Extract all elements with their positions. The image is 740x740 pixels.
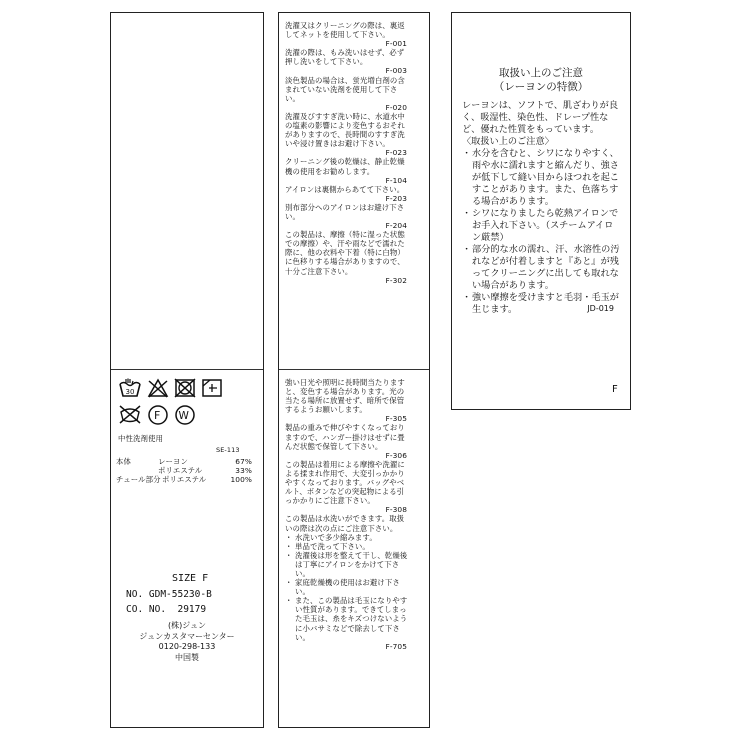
label-letter: F [612,384,618,395]
customer-center: ジュンカスタマーセンター [139,631,235,641]
wash-hand-30-icon [118,378,142,398]
list-item: ・ 水分を含むと、シワになりやすく、雨や水に濡れますと縮んだり、強さが低下して縫い目からほつれを起こすことがあります。また、色落ちする場合があります。 [462,148,620,208]
washing-notes-list [285,533,411,642]
composition-row: 本体 レーヨン 67% [116,457,252,466]
list-item: ・ 洗濯後は形を整えて干し、乾燥後は丁寧にアイロンをかけて下さい。 [285,551,411,578]
list-item: ・ 部分的な水の濡れ、汗、水溶性の汚れなどが付着しますと『あと』が残ってクリーニングに出しても取れない場合があります。 [462,244,620,292]
care-paragraph: 淡色製品の場合は、蛍光増白剤の含まれていない洗剤を使用して下さい。 F-020 [285,75,407,112]
rayon-caution-list [458,148,624,316]
care-paragraph: 強い日光や照明に長時間当たりますと、変色する場合があります。光の当たる場所に放置せず、暗所で保管するようお願いします。 F-305 [285,378,407,424]
label-code: SE-113 [216,446,240,454]
list-code: F-705 [385,641,407,651]
fold-line [111,369,263,370]
care-paragraph: アイロンは裏側からあてて下さい。 F-203 [285,184,407,203]
composition-row: ポリエステル 33% [158,466,252,476]
wet-clean-w-icon [174,404,196,426]
no-bleach-icon [147,378,169,398]
care-paragraph: この製品は水洗いができます。取扱いの際は次の点にご注意下さい。 [285,514,405,533]
composition-row: チュール部分 ポリエステル 100% [116,475,252,485]
care-paragraph: この製品は、摩擦（特に湿った状態での摩擦）や、汗や雨などで濡れた際に、他の衣料や下着（特に白物）に色移りする場合がありますので、十分ご注意下さい。 F-302 [285,230,407,285]
composition-table [116,457,252,484]
care-paragraph: この製品は着用による摩擦や洗濯による揉まれ作用で、大変引っかかりやすくなっております。バッグやベルト、ボタンなどの突起物による引っかかりにご注意下さい。 F-308 [285,459,407,515]
company-block [114,621,260,663]
country-of-origin: 中国製 [175,652,199,662]
svg-text:30: 30 [125,388,135,396]
list-item: ・ 家庭乾燥機の使用はお避け下さい。 [285,578,411,596]
color-number: CO. NO. 29179 [126,604,207,615]
list-item: ・ シワになりましたら乾熱アイロンでお手入れ下さい。（スチームアイロン厳禁） [462,208,620,244]
list-item: ・ 強い摩擦を受けますと毛羽・毛玉が生じます。 [462,292,620,316]
phone-number: 0120-298-133 [158,642,216,651]
list-item: ・ 水洗いで多少縮みます。 [285,533,411,542]
rayon-notice [458,66,624,313]
care-paragraph: 洗濯又はクリーニングの際は、裏返してネットを使用して下さい。 F-001 [285,21,407,49]
notice-code: JD-019 [587,304,614,313]
company-name: (株)ジュン [167,621,207,630]
no-wring-icon [118,404,142,424]
line-dry-shade-icon [201,378,223,398]
no-tumble-dry-icon [174,378,196,398]
list-item: ・ 単品で洗って下さい。 [285,542,411,551]
notice-title: 取扱い上のご注意 [499,67,583,79]
care-symbols [118,378,238,426]
care-paragraph: 洗濯及びすすぎ洗い時に、水道水中の塩素の影響により変色するおそれがありますので、長時間のすすぎ洗いや浸け置きはお避け下さい。 F-023 [285,111,407,158]
care-paragraph: クリーニング後の乾燥は、静止乾燥機の使用をお勧めします。 F-104 [285,157,407,185]
care-title: 中性洗剤使用 [118,434,163,443]
fold-line [279,369,429,370]
list-item: ・ また、この製品は毛玉になりやすい性質があります。できてしまった毛玉は、糸をキズつけないように小バサミなどで除去して下さい。 [285,596,411,641]
middle-bottom-text [285,378,411,651]
notice-intro: レーヨンは、ソフトで、肌ざわりが良く、吸湿性、染色性、ドレープ性など、優れた性質をもっています。 [462,100,619,135]
care-paragraph: 別布部分へのアイロンはお避け下さい。 F-204 [285,202,407,231]
middle-top-text [285,21,411,285]
size-label: SIZE F [172,573,209,584]
dry-clean-f-icon [147,404,169,426]
care-paragraph: 製品の重みで伸びやすくなっておりますので、ハンガー掛けはせずに畳んだ状態で保管して下さい。 F-306 [285,423,407,460]
care-paragraph: 洗濯の際は、もみ洗いはせず、必ず押し洗いをして下さい。 F-003 [285,48,407,76]
notice-section: 〈取扱い上のご注意〉 [462,136,554,147]
svg-text:F: F [154,409,161,422]
product-number: NO. GDM-55230-B [126,589,212,600]
svg-text:W: W [178,410,189,422]
notice-subtitle: （レーヨンの特徴） [493,81,589,93]
